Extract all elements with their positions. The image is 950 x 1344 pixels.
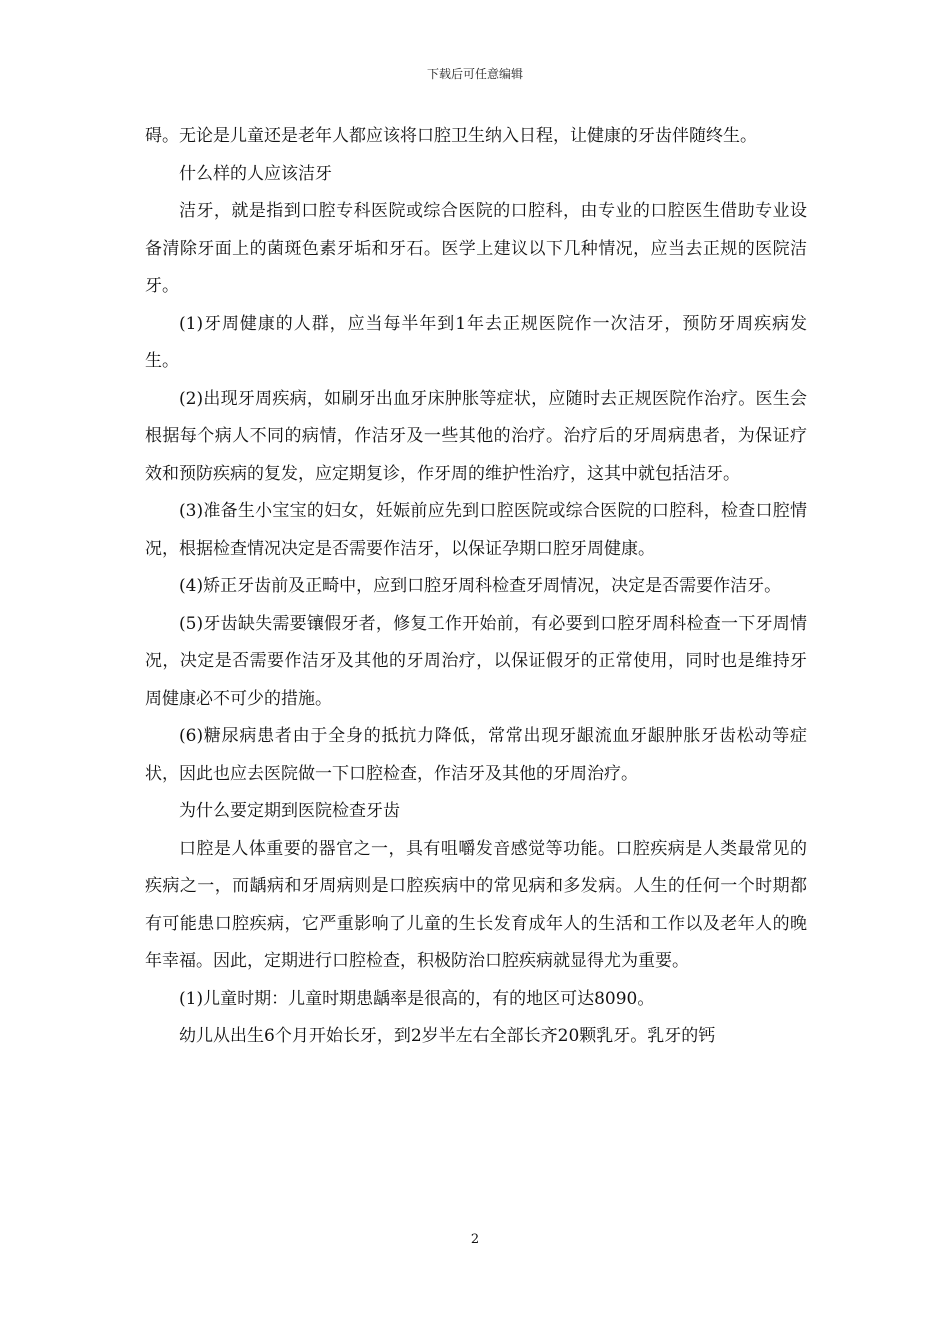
list-item-4: (4)矫正牙齿前及正畸中，应到口腔牙周科检查牙周情况，决定是否需要作洁牙。 (179, 576, 782, 596)
paragraph-continuation: 碍。无论是儿童还是老年人都应该将口腔卫生纳入日程，让健康的牙齿伴随终生。 (145, 126, 757, 146)
section-heading-who-should-clean: 什么样的人应该洁牙 (179, 163, 332, 184)
page-number: 2 (470, 1232, 480, 1247)
list-item-5: (5)牙齿缺失需要镶假牙者，修复工作开始前，有必要到口腔牙周科检查一下牙周情况，决定是否需要作洁牙及其他的牙周治疗，以保证假牙的正常使用，同时也是维持牙周健康必不可少的措施。 (145, 613, 807, 709)
paragraph: 洁牙，就是指到口腔专科医院或综合医院的口腔科，由专业的口腔医生借助专业设备清除牙面上的菌斑色素牙垢和牙石。医学上建议以下几种情况，应当去正规的医院洁牙。 (145, 201, 807, 296)
page-header: 下载后可任意编辑 (426, 67, 523, 81)
document-body (145, 118, 807, 1056)
list-item-6: (6)糖尿病患者由于全身的抵抗力降低，常常出现牙龈流血牙龈肿胀牙齿松动等症状，因此也应去医院做一下口腔检查，作洁牙及其他的牙周治疗。 (145, 726, 807, 784)
list-item-children: (1)儿童时期：儿童时期患龋率是很高的，有的地区可达8090。 (179, 988, 655, 1009)
section-heading-regular-checkup: 为什么要定期到医院检查牙齿 (179, 801, 400, 821)
list-item-1: (1)牙周健康的人群，应当每半年到1年去正规医院作一次洁牙，预防牙周疾病发生。 (145, 313, 807, 371)
paragraph: 幼儿从出生6个月开始长牙，到2岁半左右全部长齐20颗乳牙。乳牙的钙 (179, 1026, 716, 1046)
paragraph: 口腔是人体重要的器官之一，具有咀嚼发音感觉等功能。口腔疾病是人类最常见的疾病之一，而龋病和牙周病则是口腔疾病中的常见病和多发病。人生的任何一个时期都有可能患口腔疾病，它严重影响了儿童的生长发育成年人的生活和工作以及老年人的晚年幸福。因此，定期进行口腔检查，积极防治口腔疾病就显得尤为重要。 (145, 838, 807, 971)
list-item-2: (2)出现牙周疾病，如刷牙出血牙床肿胀等症状，应随时去正规医院作治疗。医生会根据每个病人不同的病情，作洁牙及一些其他的治疗。治疗后的牙周病患者，为保证疗效和预防疾病的复发，应定期复诊，作牙周的维护性治疗，这其中就包括洁牙。 (145, 388, 807, 484)
list-item-3: (3)准备生小宝宝的妇女，妊娠前应先到口腔医院或综合医院的口腔科，检查口腔情况，根据检查情况决定是否需要作洁牙，以保证孕期口腔牙周健康。 (145, 501, 807, 559)
